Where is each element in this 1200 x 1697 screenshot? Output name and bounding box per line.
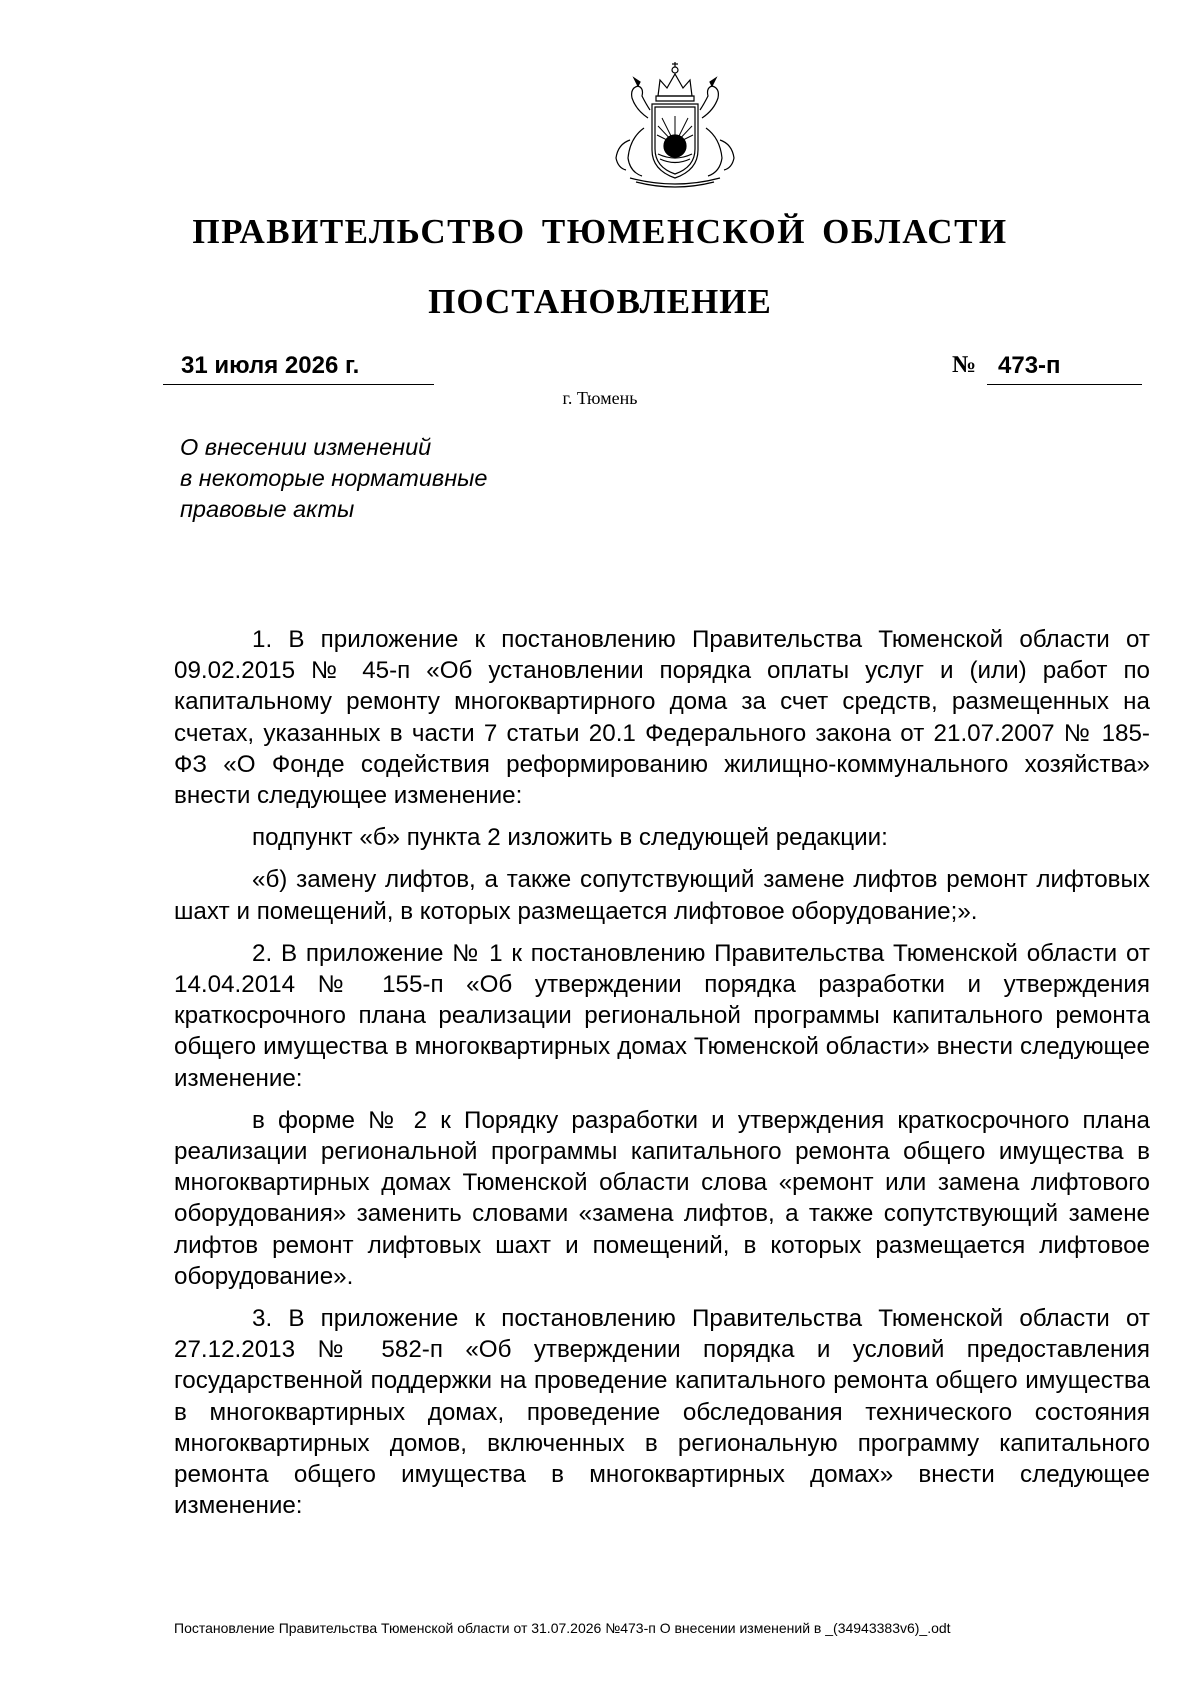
document-body (174, 624, 1150, 1532)
document-number: 473-п (998, 352, 1061, 379)
body-paragraph: 2. В приложение № 1 к постановлению Правительства Тюменской области от 14.04.2014 № 155-п «Об утверждении порядка разработки и утверждения краткосрочного плана реализации региональной программы капитального ремонта общего имущества в многоквартирных домах Тюменской области» внести следующее изменение: (174, 939, 1150, 1092)
subject-line: в некоторые нормативные (180, 465, 488, 491)
date-field (163, 352, 434, 385)
subject-line: О внесении изменений (180, 434, 432, 460)
number-field (952, 352, 1142, 384)
document-subject (180, 432, 600, 525)
document-type-title: ПОСТАНОВЛЕНИЕ (428, 282, 772, 321)
body-paragraph: 1. В приложение к постановлению Правительства Тюменской области от 09.02.2015 № 45-п «Об установлении порядка оплаты услуг и (или) работ по капитальному ремонту многоквартирного дома за счет средств, размещенных на счетах, указанных в части 7 статьи 20.1 Федерального закона от 21.07.2007 № 185-ФЗ «О Фонде содействия реформированию жилищно-коммунального хозяйства» внести следующее изменение: (174, 626, 1150, 810)
coat-of-arms-icon (600, 58, 750, 190)
government-title: ПРАВИТЕЛЬСТВО ТЮМЕНСКОЙ ОБЛАСТИ (192, 212, 1008, 251)
city-label: г. Тюмень (562, 388, 638, 408)
body-paragraph: в форме № 2 к Порядку разработки и утверждения краткосрочного плана реализации региональной программы капитального ремонта общего имущества в многоквартирных домах Тюменской области слова «ремонт или замена лифтового оборудования» заменить словами «замена лифтов, а также сопутствующий замене лифтов ремонт лифтовых шахт и помещений, в которых размещается лифтовое оборудование». (174, 1106, 1150, 1290)
document-date: 31 июля 2026 г. (181, 352, 360, 379)
subject-line: правовые акты (180, 496, 355, 522)
body-paragraph: «б) замену лифтов, а также сопутствующий замене лифтов ремонт лифтовых шахт и помещений, в которых размещается лифтовое оборудование;». (174, 866, 1150, 925)
file-footer: Постановление Правительства Тюменской области от 31.07.2026 №473-п О внесении изменений в _(34943383v6)_.odt (174, 1620, 951, 1636)
number-underline (987, 352, 1142, 385)
body-paragraph: 3. В приложение к постановлению Правительства Тюменской области от 27.12.2013 № 582-п «Об утверждении порядка и условий предоставления государственной поддержки на проведение капитального ремонта общего имущества в многоквартирных домах, проведение обследования технического состояния многоквартирных домов, включенных в региональную программу капитального ремонта общего имущества в многоквартирных домах» внести следующее изменение: (174, 1305, 1150, 1520)
number-sign: № (952, 352, 977, 378)
body-paragraph: подпункт «б» пункта 2 изложить в следующей редакции: (252, 824, 888, 852)
